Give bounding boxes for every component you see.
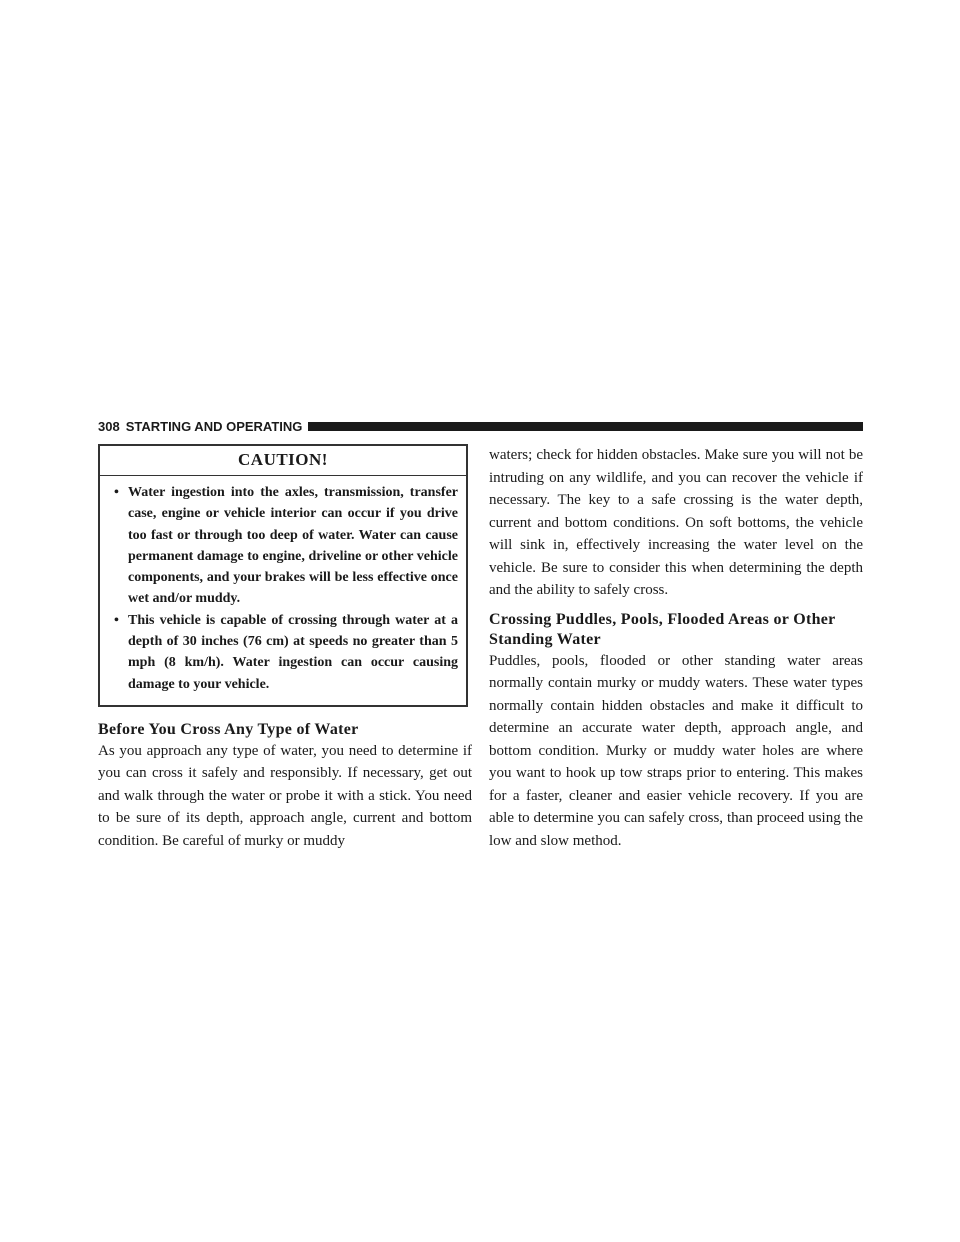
header-label [98,419,308,435]
caution-item [108,482,458,610]
section-heading-crossing-puddles: Crossing Puddles, Pools, Flooded Areas or Other Standing Water [489,610,836,648]
page-number: 308 [98,419,120,434]
bullet-icon: • [114,485,119,500]
bullet-icon: • [114,612,119,628]
header-rule [298,422,863,431]
caution-item [108,610,458,695]
page-header [98,419,863,435]
caution-item-text: Water ingestion into the axles, transmission, transfer case, engine or vehicle interior can occur if you drive too fast or through too deep of water. Water can cause permanent damage to engine, driveline or other vehicle components, and your brakes will be less effective once wet and/or muddy. [128,485,458,607]
caution-box [98,444,468,707]
caution-item-text: This vehicle is capable of crossing through water at a depth of 30 inches (76 cm) at speeds no greater than 5 mph (8 km/h). Water ingestion can occur causing damage to your vehicle. [128,612,458,692]
section-body-before-you-cross-part1: As you approach any type of water, you need to determine if you can cross it safely and responsibly. If necessary, get out and walk through the water or probe it with a stick. You need to be sure of its depth, approach angle, current and bottom condition. Be careful of murky or muddy [98,742,472,849]
left-column [98,444,472,852]
caution-list [100,476,466,705]
section-title: STARTING AND OPERATING [125,419,303,434]
right-column [489,444,863,852]
section-body-crossing-puddles: Puddles, pools, flooded or other standing water areas normally contain murky or muddy waters. These water types normally contain hidden obstacles and make it difficult to determine an accurate water depth, approach angle, and bottom condition. Murky or muddy water holes are where you want to hook up tow straps prior to entering. This makes for a faster, cleaner and easier vehicle recovery. If you are able to determine you can safely cross, than proceed using the low and slow method. [489,652,863,849]
section-heading-before-you-cross: Before You Cross Any Type of Water [98,720,359,738]
caution-title: CAUTION! [100,446,466,476]
section-body-before-you-cross-part2: waters; check for hidden obstacles. Make sure you will not be intruding on any wildlife, and you can recover the vehicle if necessary. The key to a safe crossing is the water depth, current and bottom conditions. On soft bottoms, the vehicle will sink in, effectively increasing the water level on the vehicle. Be sure to consider this when determining the depth and the ability to safely cross. [489,447,863,598]
